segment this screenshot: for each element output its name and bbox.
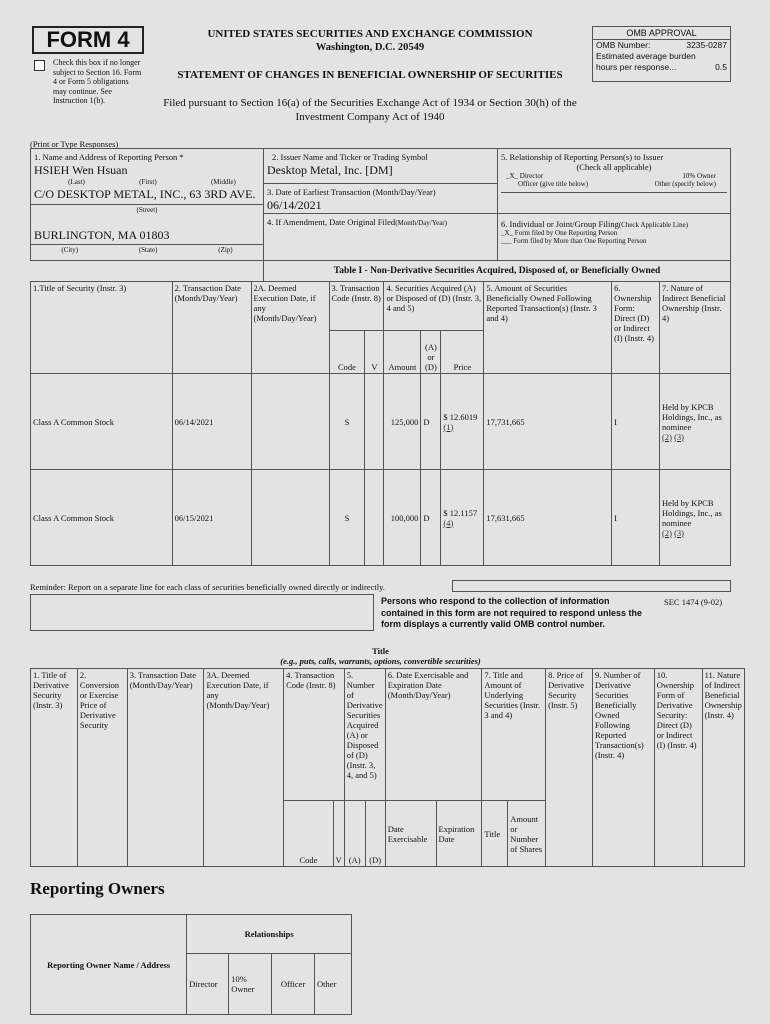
reporting-person-label: 1. Name and Address of Reporting Person * (34, 152, 184, 162)
agency-name: UNITED STATES SECURITIES AND EXCHANGE COMMISSION (207, 28, 533, 40)
t1-row2-ad: D (421, 470, 441, 566)
reporting-person-address: C/O DESKTOP METAL, INC., 63 3RD AVE. (34, 187, 256, 201)
t2-h-deemed: 3A. Deemed Execution Date, if any (Month/Day/Year) (204, 669, 284, 867)
issuer-value: Desktop Metal, Inc. [DM] (267, 163, 393, 177)
table2 (30, 668, 745, 867)
earliest-label: 3. Date of Earliest Transaction (Month/Day/Year) (267, 187, 436, 197)
no-longer-subject-checkbox[interactable] (34, 60, 45, 71)
t1-h-title: 1.Title of Security (Instr. 3) (31, 282, 173, 374)
t1-row1-footnote2[interactable]: (2) (662, 431, 672, 442)
t1-h-code-sub: Code (329, 331, 365, 374)
t2-h-number: 5. Number of Derivative Securities Acquired (A) or Disposed of (D) (Instr. 3, 4, and 5) (344, 669, 385, 801)
relationship-box (497, 148, 731, 214)
one-person-option[interactable]: _X_ Form filed by One Reporting Person (501, 229, 618, 237)
t2-h-v: V (333, 801, 344, 867)
reporting-person-city: BURLINGTON, MA 01803 (34, 228, 170, 242)
earliest-value: 06/14/2021 (267, 198, 322, 212)
t2-h-form: 10. Ownership Form of Derivative Security: Direct (D) or Indirect (I) (Instr. 4) (654, 669, 702, 867)
t2-h-exercisable: 6. Date Exercisable and Expiration Date (Month/Day/Year) (385, 669, 482, 801)
amendment-box (263, 213, 498, 261)
zip-label: (Zip) (218, 246, 233, 254)
t2-h-code-sub: Code (284, 801, 334, 867)
owners-director-header: Director (187, 953, 229, 1014)
first-label: (First) (139, 178, 157, 186)
t1-row1-form: I (612, 374, 660, 470)
reporting-owners-heading: Reporting Owners (30, 879, 165, 898)
owners-other-header: Other (315, 953, 352, 1014)
t1-h-v: V (365, 331, 384, 374)
t2-h-exp: Expiration Date (436, 801, 482, 867)
other-option[interactable]: Other (specify below) (654, 180, 716, 188)
t2-h-title: 1. Title of Derivative Security (Instr. 3) (31, 669, 78, 867)
relationship-sub: (Check all applicable) (576, 162, 652, 172)
form-title: FORM 4 (46, 27, 130, 52)
t1-row2-footnote3[interactable]: (3) (674, 527, 684, 538)
t1-h-amount-owned: 5. Amount of Securities Beneficially Owned Following Reported Transaction(s) (Instr. 3 and 4) (484, 282, 612, 374)
t2-h-date: 3. Transaction Date (Month/Day/Year) (127, 669, 204, 867)
reminder-box (452, 580, 731, 592)
owners-ten-pct-header: 10% Owner (229, 953, 272, 1014)
reporting-owners-table (30, 914, 352, 1015)
t1-row1-ad: D (421, 374, 441, 470)
t1-row1-code: S (329, 374, 365, 470)
statement-title: STATEMENT OF CHANGES IN BENEFICIAL OWNERSHIP OF SECURITIES (177, 69, 563, 81)
t2-h-underlying: 7. Title and Amount of Underlying Securities (Instr. 3 and 4) (482, 669, 546, 801)
t1-row1-date: 06/14/2021 (172, 374, 251, 470)
reporting-person-box (30, 148, 264, 261)
table-row (31, 470, 731, 566)
table1-title: Table I - Non-Derivative Securities Acquired, Disposed of, or Beneficially Owned (333, 266, 661, 276)
state-label: (State) (138, 246, 158, 254)
director-option[interactable]: _X_ Director (506, 172, 544, 180)
t1-row2-code: S (329, 470, 365, 566)
t1-row1-price: $ 12.6019 (443, 411, 478, 422)
t1-row2-date: 06/15/2021 (172, 470, 251, 566)
t2-h-price: 8. Price of Derivative Security (Instr. 5) (546, 669, 593, 867)
ten-pct-option[interactable]: 10% Owner (682, 172, 716, 180)
table1 (30, 281, 731, 566)
table-row (31, 374, 731, 470)
sec-code: SEC 1474 (9-02) (664, 597, 723, 607)
relationship-label: 5. Relationship of Reporting Person(s) to Issuer (501, 152, 664, 162)
table1-title-box (263, 260, 731, 282)
t1-h-deemed: 2A. Deemed Execution Date, if any (Month/Day/Year) (251, 282, 329, 374)
omb-title: OMB APPROVAL (593, 27, 730, 40)
print-type: (Print or Type Responses) (30, 139, 119, 149)
table2-title: Title (372, 646, 389, 656)
t2-h-title-sub: Title (482, 801, 508, 867)
individual-sub: (Check Applicable Line) (618, 221, 689, 229)
omb-approval-box (592, 26, 731, 82)
t2-h-conversion: 2. Conversion or Exercise Price of Derivative Security (77, 669, 127, 867)
t2-h-date-ex: Date Exercisable (385, 801, 436, 867)
last-label: (Last) (68, 178, 85, 186)
omb-number-label: OMB Number: (596, 40, 651, 50)
omb-hours-value: 0.5 (715, 62, 727, 72)
t1-h-acquired: 4. Securities Acquired (A) or Disposed of (D) (Instr. 3, 4 and 5) (384, 282, 484, 331)
t1-row1-amount: 125,000 (384, 374, 421, 470)
t2-h-a: (A) (344, 801, 365, 867)
t1-row1-footnote3[interactable]: (3) (674, 431, 684, 442)
t1-row1-nature: Held by KPCB Holdings, Inc., as nominee (662, 401, 722, 432)
issuer-label: 2. Issuer Name and Ticker or Trading Symbol (272, 152, 428, 162)
t2-h-owned: 9. Number of Derivative Securities Beneficially Owned Following Reported Transaction(s) (Instr. 4) (592, 669, 654, 867)
amendment-sub: (Month/Day/Year) (395, 219, 447, 227)
t1-row1-price-footnote[interactable]: (1) (443, 421, 454, 432)
table2-subtitle: (e.g., puts, calls, warrants, options, convertible securities) (280, 656, 481, 666)
issuer-box (263, 148, 498, 184)
blank-box (30, 594, 374, 631)
t1-h-aord: (A) or (D) (421, 331, 441, 374)
reporting-person-name: HSIEH Wen Hsuan (34, 163, 128, 177)
t2-h-amount-shares: Amount or Number of Shares (508, 801, 546, 867)
omb-hours-label: hours per response... (596, 62, 677, 72)
t1-row2-price: $ 12.1157 (443, 507, 478, 518)
t2-h-code: 4. Transaction Code (Instr. 8) (284, 669, 345, 801)
individual-label: 6. Individual or Joint/Group Filing (501, 219, 619, 229)
relationships-header: Relationships (187, 915, 352, 954)
t1-row2-amount: 100,000 (384, 470, 421, 566)
t1-row2-price-footnote[interactable]: (4) (443, 517, 454, 528)
street-label: (Street) (136, 206, 158, 214)
t1-row2-footnote2[interactable]: (2) (662, 527, 672, 538)
t2-h-nature: 11. Nature of Indirect Beneficial Ownership (Instr. 4) (702, 669, 744, 867)
filed-pursuant: Filed pursuant to Section 16(a) of the Securities Exchange Act of 1934 or Section 30(h) of the Investment Company Act of 1940 (163, 97, 577, 123)
form-title-box (32, 26, 144, 54)
t1-row2-title: Class A Common Stock (31, 470, 173, 566)
t1-h-code: 3. Transaction Code (Instr. 8) (329, 282, 384, 331)
agency-city: Washington, D.C. 20549 (315, 42, 425, 53)
earliest-transaction-box (263, 183, 498, 214)
checkbox-note: Check this box if no longer subject to Section 16. Form 4 or Form 5 obligations may continue. See Instruction 1(b). (53, 58, 142, 105)
t1-h-nature: 7. Nature of Indirect Beneficial Ownership (Instr. 4) (660, 282, 731, 374)
middle-label: (Middle) (210, 178, 236, 186)
omb-number-value: 3235-0287 (686, 40, 727, 50)
t1-row2-form: I (612, 470, 660, 566)
persons-notice: Persons who respond to the collection of information contained in this form are not required to respond unless the form displays a currently valid OMB control number. (381, 596, 643, 629)
individual-filing-box (497, 213, 731, 261)
t1-h-form: 6. Ownership Form: Direct (D) or Indirect (I) (Instr. 4) (612, 282, 660, 374)
t1-row2-owned: 17,631,665 (484, 470, 612, 566)
t1-h-amount: Amount (384, 331, 421, 374)
t1-row1-title: Class A Common Stock (31, 374, 173, 470)
t1-row2-nature: Held by KPCB Holdings, Inc., as nominee (662, 497, 722, 528)
t2-h-d: (D) (365, 801, 385, 867)
t1-h-price: Price (441, 331, 484, 374)
reminder-text: Reminder: Report on a separate line for each class of securities beneficially owned directly or indirectly. (30, 582, 385, 592)
officer-option[interactable]: Officer (give title below) (518, 180, 589, 188)
more-person-option[interactable]: ___ Form filed by More than One Reporting Person (501, 237, 647, 245)
omb-burden-label: Estimated average burden (596, 51, 696, 61)
city-label: (City) (61, 246, 79, 254)
t1-row1-owned: 17,731,665 (484, 374, 612, 470)
owner-name-address-header: Reporting Owner Name / Address (31, 915, 187, 1015)
t1-h-date: 2. Transaction Date (Month/Day/Year) (172, 282, 251, 374)
owners-officer-header: Officer (272, 953, 315, 1014)
amendment-label: 4. If Amendment, Date Original Filed (267, 217, 396, 227)
